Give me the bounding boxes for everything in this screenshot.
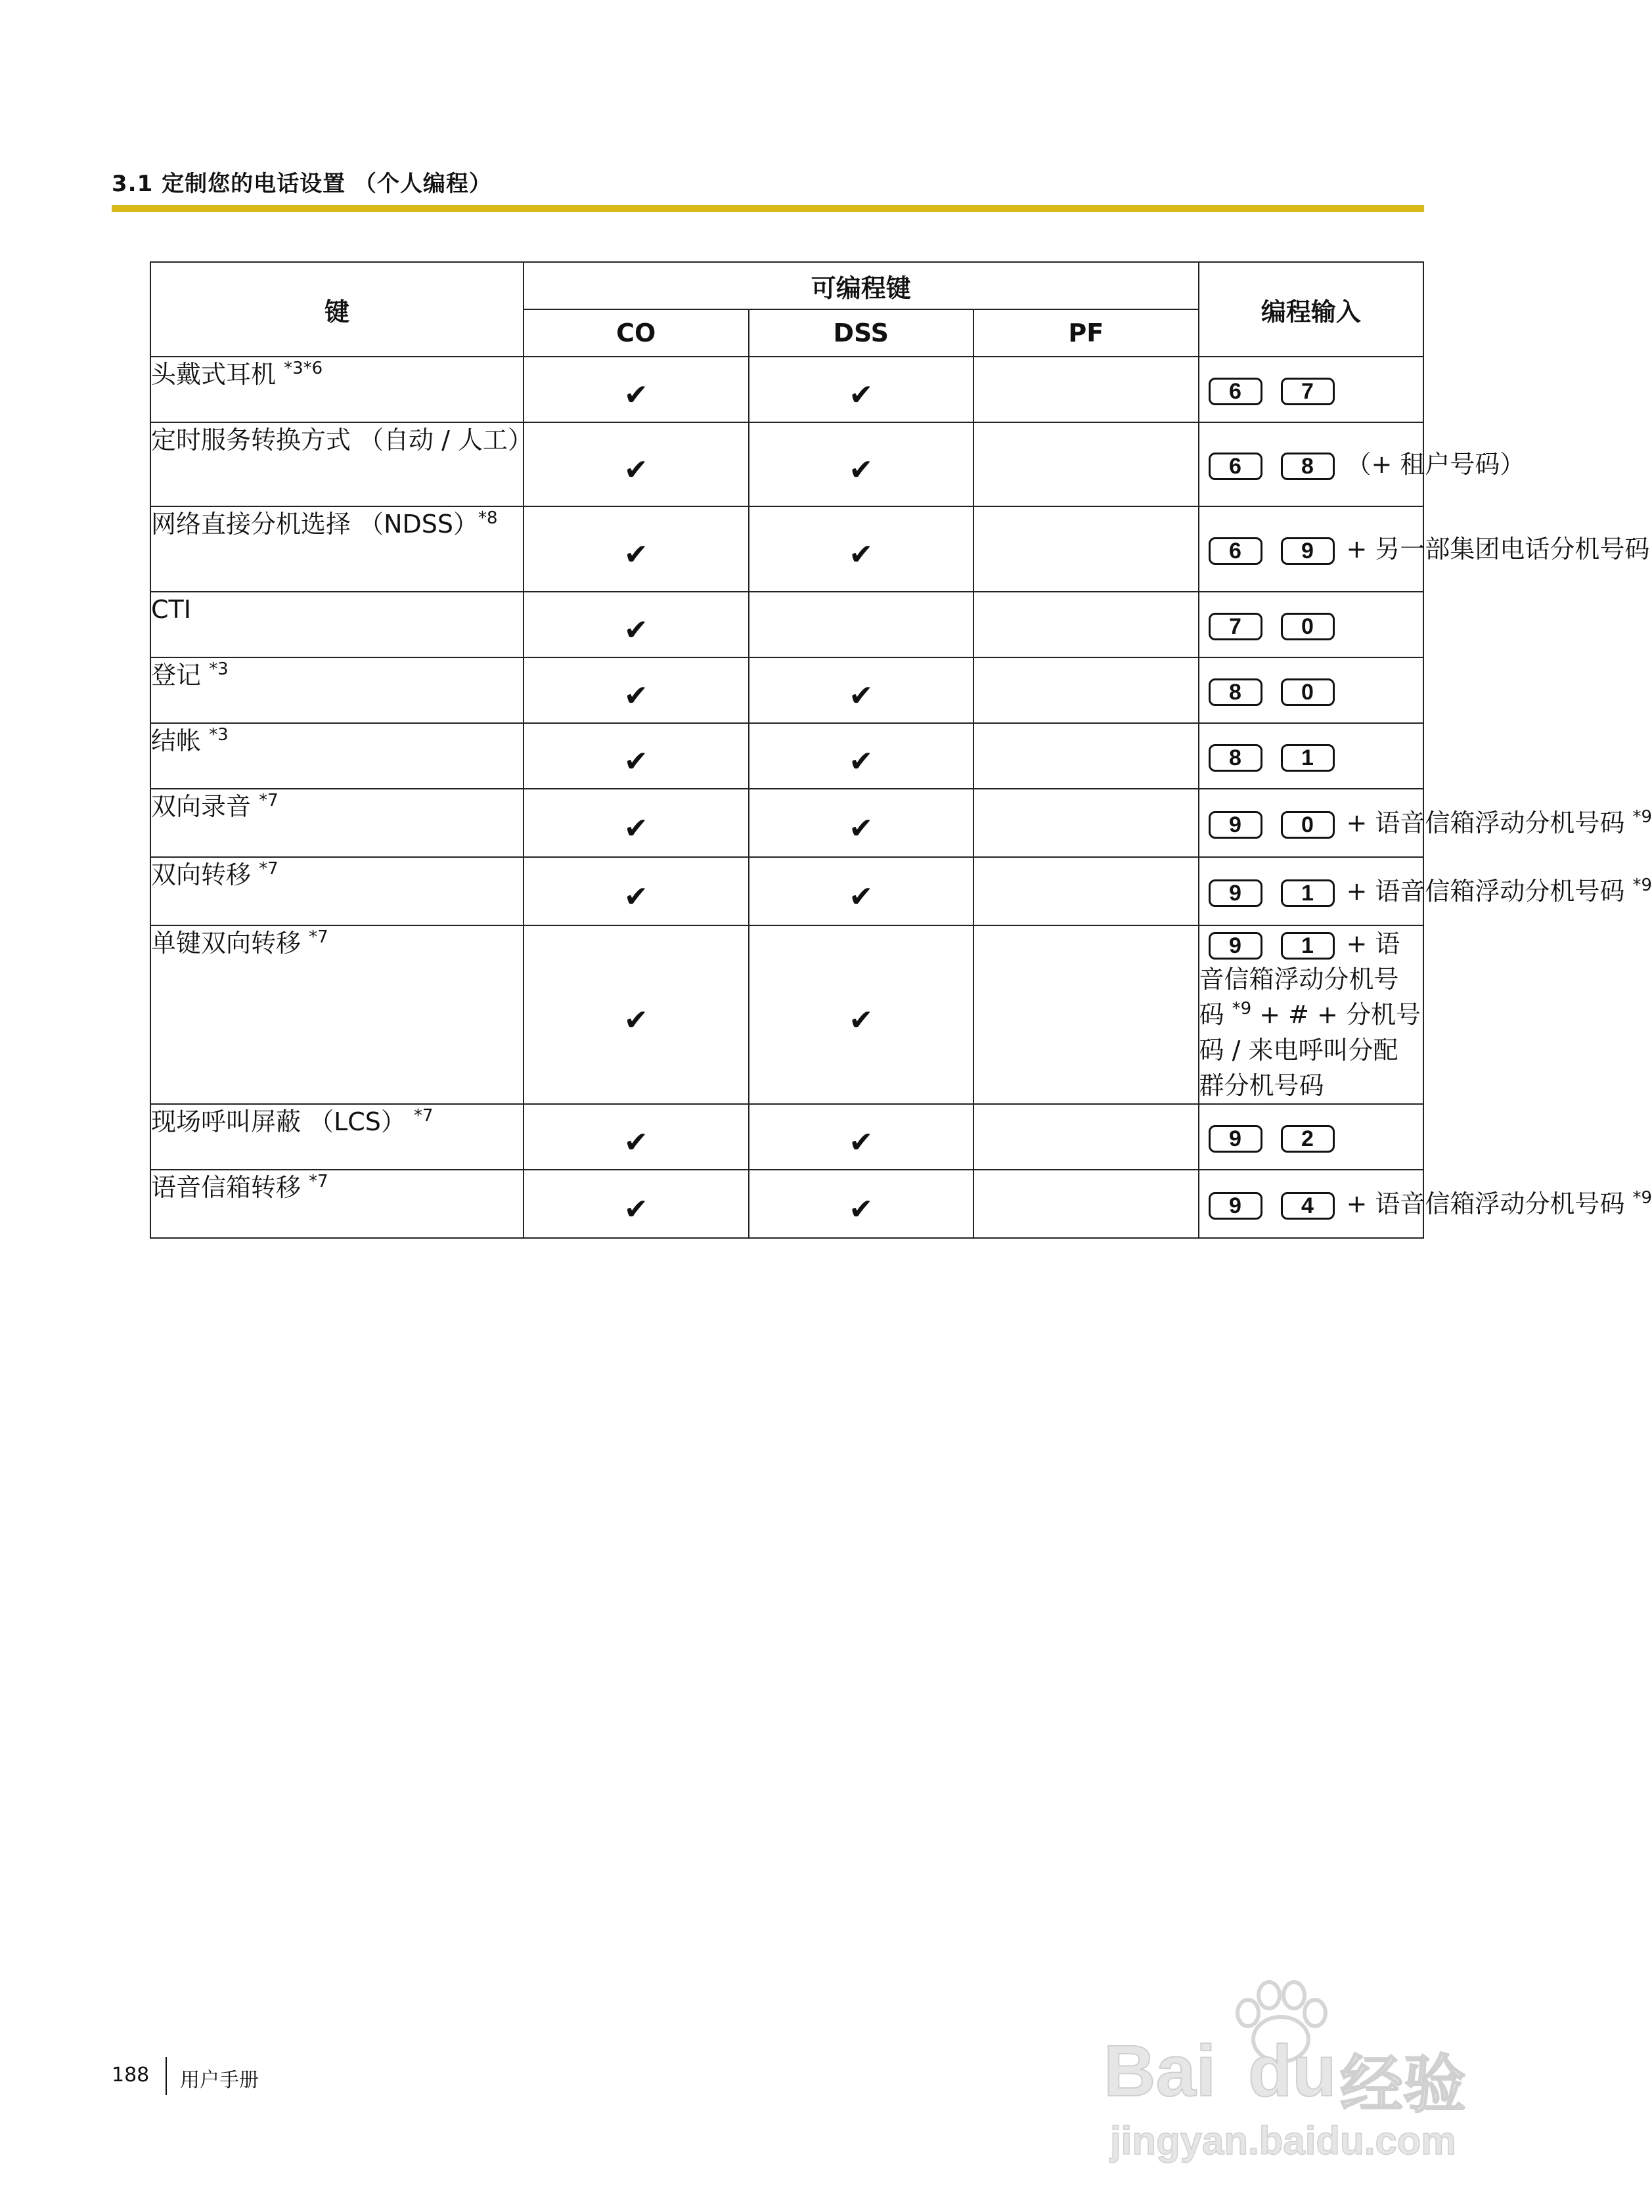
input-suffix: + 语音信箱浮动分机号码 — [1346, 1189, 1633, 1218]
check-mark-icon: ✔ — [623, 678, 648, 713]
check-mark-icon: ✔ — [623, 1125, 648, 1159]
keycap-1: 1 — [1281, 932, 1335, 960]
row-key-name — [150, 857, 524, 925]
input-suffix: + 另一部集团电话分机号码 — [1346, 535, 1650, 564]
watermark-brand: Bai — [1104, 2031, 1217, 2112]
row-key-name — [150, 592, 524, 657]
keycap-8: 8 — [1209, 744, 1262, 772]
cell-dss — [749, 422, 974, 506]
keycap-0: 0 — [1281, 678, 1335, 706]
table-row — [150, 1104, 1423, 1170]
row-key-name — [150, 723, 524, 789]
cell-dss — [749, 506, 974, 592]
input-suffix: + 语音信箱浮动分机号码 — [1346, 877, 1633, 906]
section-title: 3.1 定制您的电话设置 （个人编程） — [112, 171, 492, 197]
cell-co — [524, 506, 749, 592]
table-row — [150, 857, 1423, 925]
header-key: 键 — [150, 262, 524, 357]
cell-dss — [749, 657, 974, 723]
cell-co — [524, 357, 749, 422]
table-row — [150, 723, 1423, 789]
table-body — [150, 357, 1652, 1238]
keycap-9: 9 — [1281, 537, 1335, 565]
row-key-name — [150, 925, 524, 1104]
check-mark-icon: ✔ — [849, 744, 874, 778]
programming-table — [150, 261, 1652, 1239]
row-key-label: 登记 — [151, 661, 210, 690]
check-mark-icon: ✔ — [623, 613, 648, 647]
programming-input — [1199, 857, 1652, 925]
header-input: 编程输入 — [1199, 262, 1424, 357]
check-mark-icon: ✔ — [849, 1125, 874, 1159]
table-row — [150, 789, 1423, 857]
row-footnote: *7 — [259, 791, 279, 810]
check-mark-icon: ✔ — [623, 378, 648, 412]
input-suffix: + 语音信箱浮动分机号码 — [1199, 929, 1400, 1029]
row-key-label: 头戴式耳机 — [151, 360, 284, 389]
input-footnote: *9 — [1632, 875, 1652, 895]
programming-input — [1199, 422, 1525, 506]
row-key-name — [150, 1104, 524, 1170]
table-row — [150, 357, 1423, 422]
cell-pf — [973, 925, 1199, 1104]
footer-divider — [166, 2057, 167, 2095]
keycap-7: 7 — [1209, 613, 1262, 640]
row-key-label: CTI — [151, 595, 191, 624]
cell-pf — [973, 422, 1199, 506]
row-footnote: *7 — [309, 927, 328, 947]
check-mark-icon: ✔ — [849, 453, 874, 487]
cell-dss — [749, 1170, 974, 1238]
keycap-9: 9 — [1209, 932, 1262, 960]
baidu-watermark — [1104, 1977, 1511, 2174]
programming-input — [1199, 723, 1424, 789]
keycap-8: 8 — [1209, 678, 1262, 706]
row-footnote: *7 — [259, 859, 279, 879]
row-key-label: 结帐 — [151, 726, 210, 755]
cell-co — [524, 1104, 749, 1170]
keycap-4: 4 — [1281, 1192, 1335, 1220]
row-key-name — [150, 1170, 524, 1238]
table-row — [150, 657, 1423, 723]
cell-dss — [749, 592, 974, 657]
keycap-6: 6 — [1209, 453, 1262, 480]
programming-input — [1199, 925, 1424, 1104]
programming-input — [1199, 357, 1424, 422]
input-footnote: *9 — [1632, 807, 1652, 827]
input-tail: + # + 分机号码 / 来电呼叫分配群分机号码 — [1199, 1000, 1421, 1100]
cell-co — [524, 857, 749, 925]
check-mark-icon: ✔ — [849, 1003, 874, 1037]
row-key-name — [150, 789, 524, 857]
input-footnote: *9 — [1632, 1188, 1652, 1208]
cell-co — [524, 1170, 749, 1238]
cell-dss — [749, 857, 974, 925]
programming-input — [1199, 1170, 1652, 1238]
keycap-9: 9 — [1209, 1125, 1262, 1153]
keycap-7: 7 — [1281, 378, 1335, 405]
cell-co — [524, 925, 749, 1104]
check-mark-icon: ✔ — [849, 1192, 874, 1226]
keycap-2: 2 — [1281, 1125, 1335, 1153]
cell-dss — [749, 1104, 974, 1170]
keycap-0: 0 — [1281, 811, 1335, 839]
table-row — [150, 592, 1423, 657]
cell-dss — [749, 925, 974, 1104]
check-mark-icon: ✔ — [849, 879, 874, 914]
header-pf: PF — [973, 309, 1199, 357]
row-footnote: *7 — [309, 1172, 328, 1191]
cell-dss — [749, 723, 974, 789]
keycap-9: 9 — [1209, 879, 1262, 907]
row-key-label: 网络直接分机选择 （NDSS） — [151, 510, 479, 539]
input-suffix: + 语音信箱浮动分机号码 — [1346, 808, 1633, 837]
header-dss: DSS — [749, 309, 974, 357]
check-mark-icon: ✔ — [623, 811, 648, 845]
cell-dss — [749, 789, 974, 857]
input-footnote: *9 — [1232, 999, 1252, 1019]
header-rule — [112, 205, 1424, 212]
cell-pf — [973, 723, 1199, 789]
manual-label: 用户手册 — [180, 2069, 259, 2092]
cell-co — [524, 422, 749, 506]
check-mark-icon: ✔ — [623, 453, 648, 487]
row-key-label: 双向录音 — [151, 792, 259, 821]
keycap-0: 0 — [1281, 613, 1335, 640]
check-mark-icon: ✔ — [623, 1192, 648, 1226]
header-programmable-group: 可编程键 — [524, 262, 1199, 309]
row-footnote: *3 — [209, 725, 229, 745]
check-mark-icon: ✔ — [623, 744, 648, 778]
cell-co — [524, 592, 749, 657]
row-footnote: *3 — [209, 659, 229, 679]
cell-pf — [973, 657, 1199, 723]
table-row — [150, 422, 1423, 506]
cell-pf — [973, 357, 1199, 422]
watermark-url: jingyan.baidu.com — [1110, 2119, 1456, 2163]
cell-pf — [973, 1170, 1199, 1238]
watermark-brand-cn: 经验 — [1340, 2050, 1466, 2120]
cell-co — [524, 789, 749, 857]
keycap-6: 6 — [1209, 537, 1262, 565]
check-mark-icon: ✔ — [849, 537, 874, 571]
row-key-name — [150, 422, 533, 506]
check-mark-icon: ✔ — [623, 1003, 648, 1037]
keycap-9: 9 — [1209, 1192, 1262, 1220]
programming-input — [1199, 657, 1424, 723]
cell-pf — [973, 1104, 1199, 1170]
keycap-6: 6 — [1209, 378, 1262, 405]
row-key-name — [150, 657, 524, 723]
cell-pf — [973, 506, 1199, 592]
row-footnote: *7 — [413, 1106, 434, 1126]
programming-input — [1199, 789, 1652, 857]
check-mark-icon: ✔ — [849, 811, 874, 845]
row-key-name — [150, 506, 524, 592]
row-key-label: 双向转移 — [151, 860, 259, 889]
table-row — [150, 1170, 1423, 1238]
check-mark-icon: ✔ — [623, 879, 648, 914]
header-co: CO — [524, 309, 749, 357]
page-number: 188 — [112, 2064, 150, 2087]
keycap-1: 1 — [1281, 879, 1335, 907]
table-row — [150, 925, 1423, 1104]
check-mark-icon: ✔ — [849, 378, 874, 412]
programming-input — [1199, 592, 1424, 657]
check-mark-icon: ✔ — [849, 678, 874, 713]
row-footnote: *8 — [478, 508, 498, 528]
row-key-label: 现场呼叫屏蔽 （LCS） — [151, 1107, 414, 1136]
cell-pf — [973, 592, 1199, 657]
programming-input — [1199, 506, 1650, 592]
row-key-name — [150, 357, 524, 422]
row-key-label: 单键双向转移 — [151, 929, 309, 958]
watermark-brand-du: du — [1248, 2031, 1337, 2112]
input-suffix: （+ 租户号码） — [1346, 450, 1525, 479]
cell-pf — [973, 857, 1199, 925]
check-mark-icon: ✔ — [623, 537, 648, 571]
keycap-9: 9 — [1209, 811, 1262, 839]
table-header-row — [150, 262, 1423, 309]
cell-pf — [973, 789, 1199, 857]
cell-dss — [749, 357, 974, 422]
keycap-8: 8 — [1281, 453, 1335, 480]
table-row — [150, 506, 1423, 592]
row-footnote: *3*6 — [284, 359, 323, 378]
cell-co — [524, 657, 749, 723]
programming-input — [1199, 1104, 1424, 1170]
row-key-label: 语音信箱转移 — [151, 1173, 309, 1202]
cell-co — [524, 723, 749, 789]
row-key-label: 定时服务转换方式 （自动 / 人工） — [151, 426, 533, 454]
keycap-1: 1 — [1281, 744, 1335, 772]
